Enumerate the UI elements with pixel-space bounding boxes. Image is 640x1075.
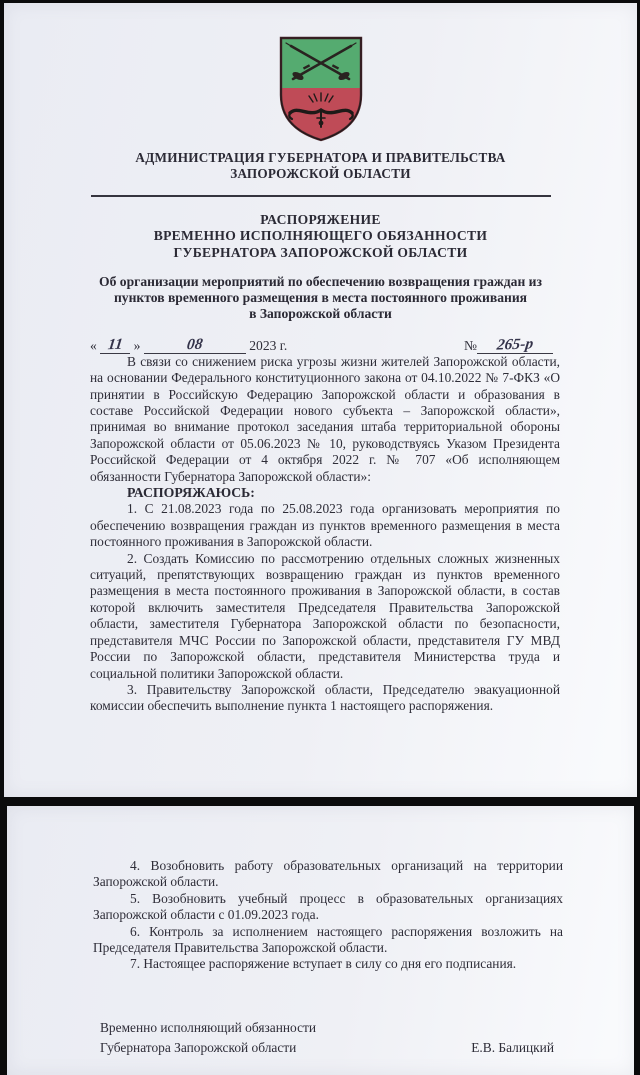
date-close-quote: »: [133, 337, 141, 353]
subject-line2: пунктов временного размещения в места постоянного проживания: [113, 290, 528, 306]
organization-name: [4, 150, 637, 181]
order-item-7: 7. Настоящее распоряжение вступает в силу со дня его подписания.: [130, 956, 517, 972]
handwritten-day: 11: [106, 335, 124, 354]
subject-line3: в Запорожской области: [249, 306, 392, 322]
date-and-number-row: [90, 337, 553, 354]
date-open-quote: «: [90, 337, 97, 353]
order-item-5: 5. Возобновить учебный процесс в образовательных организациях Запорожской области с 01.09.2023 года.: [93, 890, 563, 923]
signatory-title: [100, 1018, 316, 1058]
order-item-2: 2. Создать Комиссию по рассмотрению отдельных сложных жизненных ситуаций, препятствующих возвращению граждан из пунктов временного размещения в места постоянного проживания в Запорожской области, в состав которой включить заместителя Председателя Правительства Запорожской области, заместителя Губернатора Запорожской области по безопасности, представителя МЧС России по Запорожской области, представителя ГУ МВД России по Запорожской области, представителя Министерства труда и социальной политики Запорожской области.: [90, 550, 560, 681]
order-item-1: 1. С 21.08.2023 года по 25.08.2023 года организовать мероприятия по обеспечению возвращения граждан из пунктов временного размещения в места постоянного проживания в Запорожской области.: [90, 501, 560, 550]
number-field: [477, 337, 553, 354]
document-type-heading: [4, 212, 637, 261]
document-number: [464, 337, 553, 354]
subject-line1: Об организации мероприятий по обеспечению возвращения граждан из: [99, 273, 542, 289]
signatory-title-line1: Временно исполняющий обязанности: [100, 1019, 317, 1035]
signatory-title-line2: Губернатора Запорожской области: [100, 1039, 297, 1055]
header-divider: [91, 195, 551, 197]
handwritten-month: 08: [185, 335, 204, 354]
date-month-field: [144, 337, 246, 354]
resolve-word: РАСПОРЯЖАЮСЬ:: [127, 485, 255, 501]
doc-type-line1: РАСПОРЯЖЕНИЕ: [260, 212, 381, 227]
organization-name-line2: ЗАПОРОЖСКОЙ ОБЛАСТИ: [230, 165, 411, 181]
zaporozhye-coat-of-arms-icon: [276, 35, 366, 143]
order-item-3: 3. Правительству Запорожской области, Председателю эвакуационной комиссии обеспечить выполнение пункта 1 настоящего распоряжения.: [90, 681, 560, 714]
document-page-2: [7, 806, 634, 1075]
handwritten-number: 265-р: [495, 335, 535, 354]
doc-type-line3: ГУБЕРНАТОРА ЗАПОРОЖСКОЙ ОБЛАСТИ: [173, 244, 468, 260]
document-subject: [4, 274, 637, 323]
page1-body-text: [90, 354, 560, 715]
order-item-4: 4. Возобновить работу образовательных организаций на территории Запорожской области.: [93, 858, 563, 890]
signatory-name: Е.В. Балицкий: [471, 1039, 554, 1055]
page2-body-text: [93, 806, 563, 973]
order-item-6: 6. Контроль за исполнением настоящего распоряжения возложить на Председателя Правительства Запорожской области.: [93, 923, 563, 956]
document-page-1: [4, 3, 637, 797]
date-year: 2023 г.: [249, 337, 288, 353]
date-day-field: [100, 337, 130, 354]
doc-type-line2: ВРЕМЕННО ИСПОЛНЯЮЩЕГО ОБЯЗАННОСТИ: [153, 228, 488, 244]
preamble-paragraph: В связи со снижением риска угрозы жизни жителей Запорожской области, на основании Федерального конституционного закона от 04.10.2022 № 7-ФКЗ «О принятии в Российскую Федерацию Запорожской области и образования в составе Российской Федерации нового субъекта – Запорожской области», принимая во внимание протокол заседания штаба территориальной обороны Запорожской области от 05.06.2023 № 10, руководствуясь Указом Президента Российской Федерации от 4 октября 2022 г. № 707 «Об исполняющем обязанности Губернатора Запорожской области»:: [90, 353, 560, 484]
signature-block: [100, 1018, 554, 1058]
number-label: №: [464, 337, 477, 353]
organization-name-line1: АДМИНИСТРАЦИЯ ГУБЕРНАТОРА И ПРАВИТЕЛЬСТВА: [135, 150, 506, 165]
document-date: [90, 337, 287, 354]
